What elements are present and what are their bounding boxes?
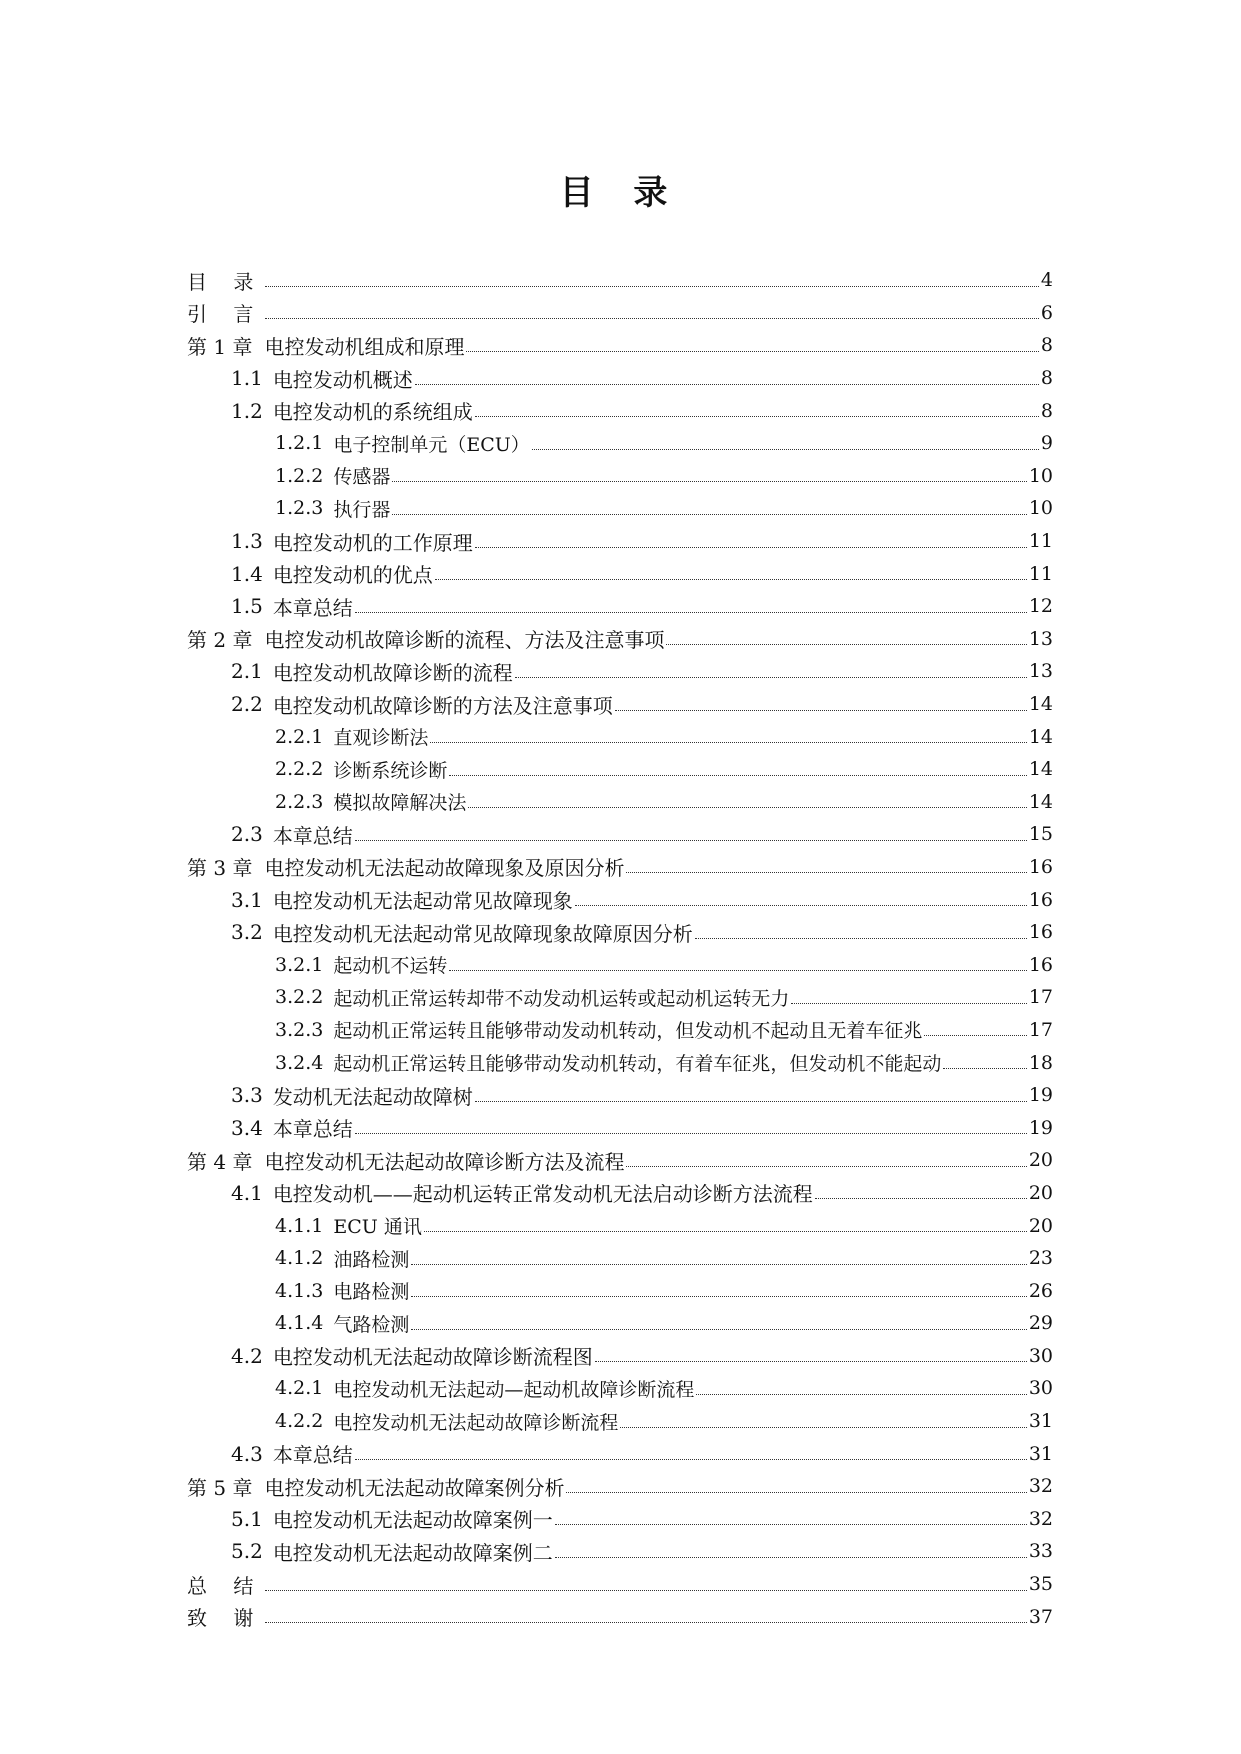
toc-entry-title: 电控发动机无法起动故障诊断流程 xyxy=(333,1411,619,1434)
dot-leader xyxy=(475,416,1039,417)
toc-entry-page-number: 23 xyxy=(1028,1247,1053,1270)
dot-leader xyxy=(555,1524,1027,1525)
table-of-contents xyxy=(187,264,1053,1633)
toc-entry-number: 5.2 xyxy=(231,1539,263,1564)
dot-leader xyxy=(532,449,1039,450)
toc-entry-page-number: 19 xyxy=(1028,1084,1053,1107)
toc-entry-page-number: 14 xyxy=(1028,790,1053,813)
toc-entry-number: 3.2 xyxy=(231,920,263,945)
toc-entry[interactable] xyxy=(187,1340,1053,1373)
dot-leader xyxy=(696,1394,1026,1395)
toc-entry-number: 4.1.4 xyxy=(275,1312,324,1335)
toc-entry-number: 4.1.2 xyxy=(275,1247,324,1270)
toc-entry-page-number: 13 xyxy=(1028,660,1053,683)
toc-entry-number: 4.1.1 xyxy=(275,1214,324,1237)
dot-leader xyxy=(449,775,1026,776)
toc-entry-number: 4.1 xyxy=(231,1180,263,1205)
toc-entry[interactable] xyxy=(187,1568,1053,1601)
toc-entry[interactable] xyxy=(187,394,1053,427)
toc-entry[interactable] xyxy=(187,688,1053,721)
dot-leader xyxy=(791,1003,1026,1004)
toc-entry-page-number: 32 xyxy=(1028,1507,1053,1530)
toc-entry-number: 第 3 章 xyxy=(187,856,253,881)
toc-entry-number: 4.2 xyxy=(231,1343,263,1368)
toc-entry-title: 电控发动机无法起动故障现象及原因分析 xyxy=(264,856,625,881)
dot-leader xyxy=(575,905,1027,906)
toc-entry[interactable] xyxy=(187,297,1053,330)
toc-entry-page-number: 16 xyxy=(1028,888,1053,911)
toc-entry-page-number: 30 xyxy=(1028,1344,1053,1367)
dot-leader xyxy=(695,938,1027,939)
toc-entry-number: 3.2.1 xyxy=(275,953,324,976)
toc-entry-page-number: 10 xyxy=(1028,497,1053,520)
toc-entry[interactable] xyxy=(187,525,1053,558)
toc-entry[interactable] xyxy=(187,753,1053,786)
toc-entry-title: 致 谢 xyxy=(187,1606,264,1631)
toc-entry[interactable] xyxy=(187,818,1053,851)
toc-entry-number: 3.2.2 xyxy=(275,986,324,1009)
toc-entry[interactable] xyxy=(187,1014,1053,1047)
toc-entry-title: 电控发动机无法起动故障案例二 xyxy=(272,1540,553,1565)
toc-entry-number: 1.2 xyxy=(231,398,263,423)
toc-entry-title: ECU 通讯 xyxy=(333,1216,422,1239)
toc-entry[interactable] xyxy=(187,1470,1053,1503)
toc-entry-title: 电控发动机无法起动故障案例分析 xyxy=(264,1475,565,1500)
toc-entry[interactable] xyxy=(187,1372,1053,1405)
toc-entry[interactable] xyxy=(187,1079,1053,1112)
toc-entry-page-number: 20 xyxy=(1028,1149,1053,1172)
dot-leader xyxy=(924,1035,1026,1036)
dot-leader xyxy=(411,1264,1026,1265)
toc-entry-title: 电控发动机故障诊断的流程 xyxy=(272,660,513,685)
toc-entry-title: 电控发动机的工作原理 xyxy=(272,530,473,555)
toc-entry-title: 本章总结 xyxy=(272,823,353,848)
toc-entry[interactable] xyxy=(187,1437,1053,1470)
toc-entry-page-number: 31 xyxy=(1028,1410,1053,1433)
toc-entry-number: 2.2.1 xyxy=(275,725,324,748)
toc-entry[interactable] xyxy=(187,981,1053,1014)
dot-leader xyxy=(355,840,1027,841)
toc-entry-number: 4.2.2 xyxy=(275,1410,324,1433)
toc-entry-title: 本章总结 xyxy=(272,1443,353,1468)
dot-leader xyxy=(666,644,1026,645)
dot-leader xyxy=(615,710,1027,711)
dot-leader xyxy=(265,318,1039,319)
toc-entry-title: 电控发动机——起动机运转正常发动机无法启动诊断方法流程 xyxy=(272,1182,813,1207)
toc-entry-number: 3.3 xyxy=(231,1083,263,1108)
toc-entry-title: 电子控制单元（ECU） xyxy=(333,433,530,456)
dot-leader xyxy=(435,579,1027,580)
dot-leader xyxy=(449,970,1026,971)
toc-entry-page-number: 37 xyxy=(1028,1605,1053,1628)
toc-entry-page-number: 10 xyxy=(1028,464,1053,487)
toc-entry-number: 1.2.1 xyxy=(275,432,324,455)
toc-entry-title: 电控发动机组成和原理 xyxy=(264,334,465,359)
toc-entry-title: 电控发动机故障诊断的流程、方法及注意事项 xyxy=(264,628,665,653)
toc-entry-page-number: 4 xyxy=(1040,269,1053,292)
dot-leader xyxy=(466,351,1038,352)
toc-entry-number: 2.2 xyxy=(231,692,263,717)
toc-entry[interactable] xyxy=(187,916,1053,949)
toc-entry-title: 发动机无法起动故障树 xyxy=(272,1084,473,1109)
toc-entry-number: 3.1 xyxy=(231,887,263,912)
toc-entry[interactable] xyxy=(187,1177,1053,1210)
toc-entry-title: 执行器 xyxy=(333,498,391,521)
dot-leader xyxy=(815,1198,1027,1199)
toc-entry-title: 模拟故障解决法 xyxy=(333,792,467,815)
toc-entry-page-number: 19 xyxy=(1028,1116,1053,1139)
dot-leader xyxy=(626,1166,1026,1167)
dot-leader xyxy=(475,547,1027,548)
toc-entry[interactable] xyxy=(187,1209,1053,1242)
toc-entry-page-number: 14 xyxy=(1028,758,1053,781)
dot-leader xyxy=(265,286,1039,287)
toc-entry-title: 电控发动机无法起动常见故障现象 xyxy=(272,889,573,914)
toc-entry-title: 电控发动机无法起动故障诊断方法及流程 xyxy=(264,1149,625,1174)
toc-entry-page-number: 20 xyxy=(1028,1181,1053,1204)
dot-leader xyxy=(626,872,1026,873)
toc-entry-title: 起动机正常运转且能够带动发动机转动，有着车征兆，但发动机不能起动 xyxy=(333,1053,942,1076)
toc-entry[interactable] xyxy=(187,655,1053,688)
dot-leader xyxy=(620,1427,1026,1428)
toc-entry-title: 起动机正常运转且能够带动发动机转动，但发动机不起动且无着车征兆 xyxy=(333,1020,923,1043)
toc-entry[interactable] xyxy=(187,623,1053,656)
toc-entry-page-number: 12 xyxy=(1028,595,1053,618)
toc-entry-number: 2.2.3 xyxy=(275,790,324,813)
toc-entry-number: 3.4 xyxy=(231,1115,263,1140)
toc-entry-title: 电控发动机的系统组成 xyxy=(272,400,473,425)
toc-entry-title: 电控发动机故障诊断的方法及注意事项 xyxy=(272,693,613,718)
toc-entry[interactable] xyxy=(187,1503,1053,1536)
dot-leader xyxy=(424,1231,1027,1232)
toc-entry[interactable] xyxy=(187,1600,1053,1633)
toc-entry-title: 油路检测 xyxy=(333,1248,410,1271)
toc-entry-number: 1.2.2 xyxy=(275,464,324,487)
toc-entry[interactable] xyxy=(187,362,1053,395)
dot-leader xyxy=(515,677,1027,678)
toc-entry-number: 1.1 xyxy=(231,366,263,391)
toc-entry[interactable] xyxy=(187,329,1053,362)
toc-entry-number: 2.1 xyxy=(231,659,263,684)
toc-entry-page-number: 26 xyxy=(1028,1279,1053,1302)
toc-entry-page-number: 8 xyxy=(1040,367,1053,390)
toc-entry[interactable] xyxy=(187,590,1053,623)
toc-entry-page-number: 18 xyxy=(1028,1051,1053,1074)
toc-entry-title: 本章总结 xyxy=(272,595,353,620)
toc-entry-page-number: 30 xyxy=(1028,1377,1053,1400)
page-title: 目 录 xyxy=(559,173,682,213)
toc-entry[interactable] xyxy=(187,264,1053,297)
dot-leader xyxy=(943,1068,1026,1069)
toc-entry-page-number: 17 xyxy=(1028,986,1053,1009)
dot-leader xyxy=(415,384,1039,385)
toc-entry-number: 第 4 章 xyxy=(187,1149,253,1174)
toc-entry-number: 4.1.3 xyxy=(275,1279,324,1302)
dot-leader xyxy=(411,1296,1026,1297)
toc-entry-title: 起动机不运转 xyxy=(333,955,448,978)
toc-entry-page-number: 8 xyxy=(1040,334,1053,357)
toc-entry-title: 电控发动机无法起动故障案例一 xyxy=(272,1508,553,1533)
toc-entry[interactable] xyxy=(187,883,1053,916)
toc-entry-title: 电控发动机的优点 xyxy=(272,563,433,588)
toc-entry-page-number: 35 xyxy=(1028,1573,1053,1596)
toc-entry[interactable] xyxy=(187,1307,1053,1340)
toc-entry-number: 1.4 xyxy=(231,561,263,586)
toc-entry-page-number: 11 xyxy=(1028,530,1053,553)
toc-entry-page-number: 29 xyxy=(1028,1312,1053,1335)
toc-entry-page-number: 13 xyxy=(1028,627,1053,650)
toc-entry[interactable] xyxy=(187,557,1053,590)
toc-entry[interactable] xyxy=(187,1111,1053,1144)
dot-leader xyxy=(595,1361,1027,1362)
toc-entry-title: 诊断系统诊断 xyxy=(333,759,448,782)
toc-entry-number: 第 1 章 xyxy=(187,334,253,359)
dot-leader xyxy=(555,1557,1027,1558)
toc-entry-page-number: 15 xyxy=(1028,823,1053,846)
toc-entry[interactable] xyxy=(187,492,1053,525)
toc-entry-number: 3.2.3 xyxy=(275,1018,324,1041)
toc-entry[interactable] xyxy=(187,1242,1053,1275)
toc-entry-page-number: 17 xyxy=(1028,1018,1053,1041)
toc-entry-page-number: 31 xyxy=(1028,1442,1053,1465)
toc-entry[interactable] xyxy=(187,1144,1053,1177)
toc-entry[interactable] xyxy=(187,427,1053,460)
dot-leader xyxy=(355,1133,1027,1134)
toc-entry[interactable] xyxy=(187,1535,1053,1568)
dot-leader xyxy=(411,1329,1026,1330)
dot-leader xyxy=(355,612,1027,613)
toc-entry-number: 4.3 xyxy=(231,1441,263,1466)
toc-entry[interactable] xyxy=(187,1046,1053,1079)
toc-entry-title: 电控发动机无法起动—起动机故障诊断流程 xyxy=(333,1378,695,1401)
toc-entry-page-number: 16 xyxy=(1028,953,1053,976)
toc-entry-page-number: 14 xyxy=(1028,725,1053,748)
toc-entry-page-number: 16 xyxy=(1028,855,1053,878)
toc-entry-title: 起动机正常运转却带不动发动机运转或起动机运转无力 xyxy=(333,987,790,1010)
toc-entry-number: 第 5 章 xyxy=(187,1475,253,1500)
toc-entry[interactable] xyxy=(187,1274,1053,1307)
toc-entry-title: 气路检测 xyxy=(333,1313,410,1336)
toc-entry-title: 电控发动机概述 xyxy=(272,367,413,392)
toc-entry-title: 电控发动机无法起动故障诊断流程图 xyxy=(272,1345,593,1370)
toc-entry-title: 直观诊断法 xyxy=(333,727,429,750)
dot-leader xyxy=(566,1492,1026,1493)
dot-leader xyxy=(468,807,1026,808)
toc-entry[interactable] xyxy=(187,948,1053,981)
toc-entry-number: 1.2.3 xyxy=(275,497,324,520)
toc-entry[interactable] xyxy=(187,720,1053,753)
toc-entry-page-number: 6 xyxy=(1040,301,1053,324)
toc-entry[interactable] xyxy=(187,1405,1053,1438)
toc-entry-title: 本章总结 xyxy=(272,1117,353,1142)
toc-entry-title: 电控发动机无法起动常见故障现象故障原因分析 xyxy=(272,921,693,946)
toc-entry-number: 5.1 xyxy=(231,1506,263,1531)
toc-entry-number: 2.2.2 xyxy=(275,758,324,781)
dot-leader xyxy=(355,1459,1027,1460)
toc-entry-page-number: 20 xyxy=(1028,1214,1053,1237)
dot-leader xyxy=(265,1622,1026,1623)
dot-leader xyxy=(392,514,1026,515)
toc-entry-number: 1.3 xyxy=(231,529,263,554)
toc-entry[interactable] xyxy=(187,460,1053,493)
dot-leader xyxy=(392,481,1026,482)
toc-entry-page-number: 33 xyxy=(1028,1540,1053,1563)
toc-entry-page-number: 8 xyxy=(1040,399,1053,422)
toc-entry-number: 第 2 章 xyxy=(187,628,253,653)
toc-entry-number: 3.2.4 xyxy=(275,1051,324,1074)
toc-entry-title: 总 结 xyxy=(187,1573,264,1598)
toc-entry-number: 2.3 xyxy=(231,822,263,847)
toc-entry-title: 电路检测 xyxy=(333,1281,410,1304)
toc-entry[interactable] xyxy=(187,786,1053,819)
toc-entry-page-number: 11 xyxy=(1028,562,1053,585)
toc-entry-title: 引 言 xyxy=(187,302,264,327)
toc-entry-number: 1.5 xyxy=(231,594,263,619)
toc-entry-title: 传感器 xyxy=(333,466,391,489)
toc-entry-number: 4.2.1 xyxy=(275,1377,324,1400)
dot-leader xyxy=(265,1590,1026,1591)
toc-entry-page-number: 14 xyxy=(1028,693,1053,716)
toc-entry-page-number: 9 xyxy=(1040,432,1053,455)
toc-entry[interactable] xyxy=(187,851,1053,884)
toc-entry-page-number: 16 xyxy=(1028,921,1053,944)
dot-leader xyxy=(475,1101,1027,1102)
toc-entry-page-number: 32 xyxy=(1028,1475,1053,1498)
toc-entry-title: 目 录 xyxy=(187,269,264,294)
dot-leader xyxy=(430,742,1026,743)
